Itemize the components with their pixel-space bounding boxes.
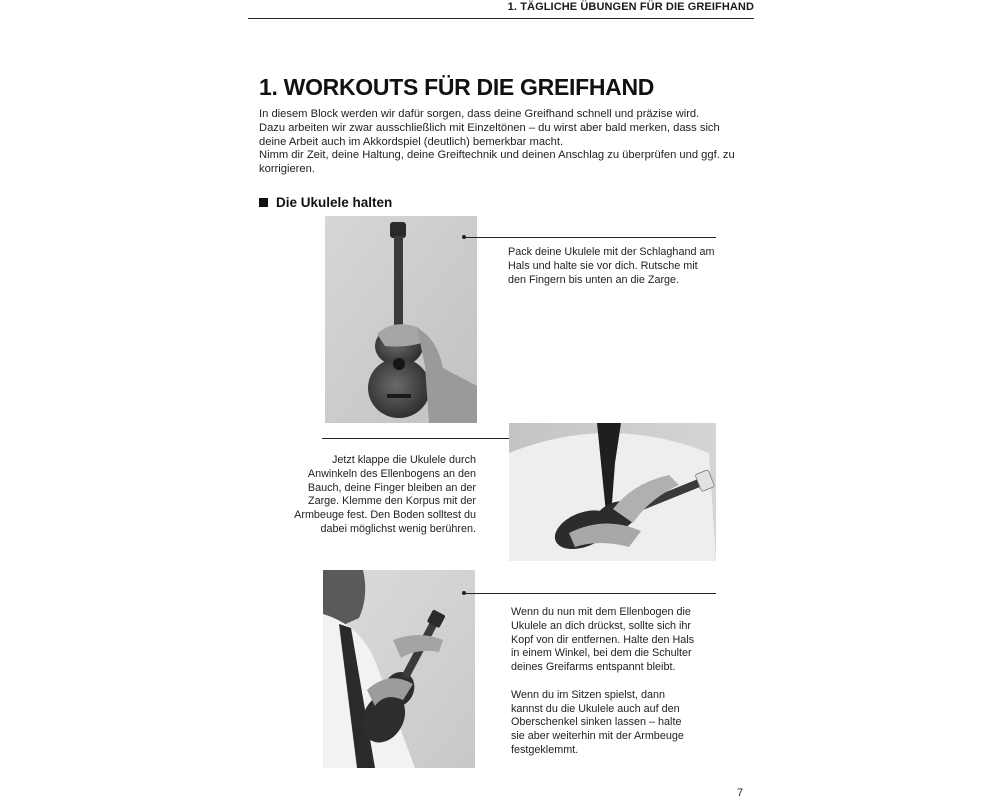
caption-line: Bauch, deine Finger bleiben an der — [307, 481, 476, 494]
caption-line: kannst du die Ukulele auch auf den — [511, 702, 680, 715]
caption-line: Zarge. Klemme den Korpus mit der — [307, 495, 476, 508]
photo-holding-ukulele-upright — [325, 216, 477, 423]
caption-line: in einem Winkel, bei dem die Schulter — [511, 647, 692, 660]
caption-line: Oberschenkel sinken lassen – halte — [511, 716, 682, 729]
intro-line: korrigieren. — [259, 163, 315, 176]
section-heading — [259, 195, 392, 210]
photo-ukulele-against-belly — [509, 423, 716, 561]
step-3-caption — [511, 606, 741, 758]
caption-line: Anwinkeln des Ellenbogens an den — [307, 467, 476, 480]
intro-paragraph — [259, 108, 749, 177]
caption-line: Pack deine Ukulele mit der Schlaghand am — [508, 246, 715, 258]
photo-ukulele-neck-angled — [323, 570, 475, 768]
caption-line: Kopf von dir entfernen. Halte den Hals — [511, 633, 695, 646]
leader-line — [465, 237, 716, 238]
step-2-caption — [260, 454, 476, 537]
section-heading-text: Die Ukulele halten — [276, 195, 393, 210]
caption-spacer — [511, 675, 741, 689]
caption-line: Wenn du nun mit dem Ellenbogen die — [511, 606, 691, 618]
intro-line: Dazu arbeiten wir zwar ausschließlich mit Einzeltönen – du wirst aber bald merken, dass sich — [259, 121, 720, 134]
leader-line — [322, 438, 514, 439]
caption-line: Armbeuge fest. Den Boden solltest du — [294, 509, 476, 522]
square-bullet-icon — [259, 198, 268, 207]
running-head-title: 1. TÄGLICHE ÜBUNGEN FÜR DIE GREIFHAND — [507, 1, 754, 13]
caption-line: Jetzt klappe die Ukulele durch — [331, 454, 476, 466]
caption-line: Ukulele an dich drückst, sollte sich ihr — [511, 619, 692, 632]
caption-line: dabei möglichst wenig berühren. — [320, 522, 476, 535]
caption-line: Wenn du im Sitzen spielst, dann — [511, 688, 666, 701]
chapter-title: 1. WORKOUTS FÜR DIE GREIFHAND — [259, 74, 655, 100]
caption-line: sie aber weiterhin mit der Armbeuge — [511, 730, 684, 743]
leader-line — [465, 593, 716, 594]
running-head — [248, 0, 754, 19]
caption-line: deines Greifarms entspannt bleibt. — [511, 661, 676, 674]
intro-line: In diesem Block werden wir dafür sorgen, dass deine Greifhand schnell und präzise wird. — [259, 108, 700, 120]
intro-line: deine Arbeit auch im Akkordspiel (deutlich) bemerkbar macht. — [259, 135, 564, 148]
caption-line: den Fingern bis unten an die Zarge. — [508, 273, 680, 286]
caption-line: Hals und halte sie vor dich. Rutsche mit — [508, 259, 698, 272]
intro-line: Nimm dir Zeit, deine Haltung, deine Greiftechnik und deinen Anschlag zu überprüfen und ggf. zu — [259, 149, 735, 162]
page-number: 7 — [737, 787, 744, 799]
caption-line: festgeklemmt. — [511, 743, 579, 756]
step-1-caption — [508, 246, 738, 287]
